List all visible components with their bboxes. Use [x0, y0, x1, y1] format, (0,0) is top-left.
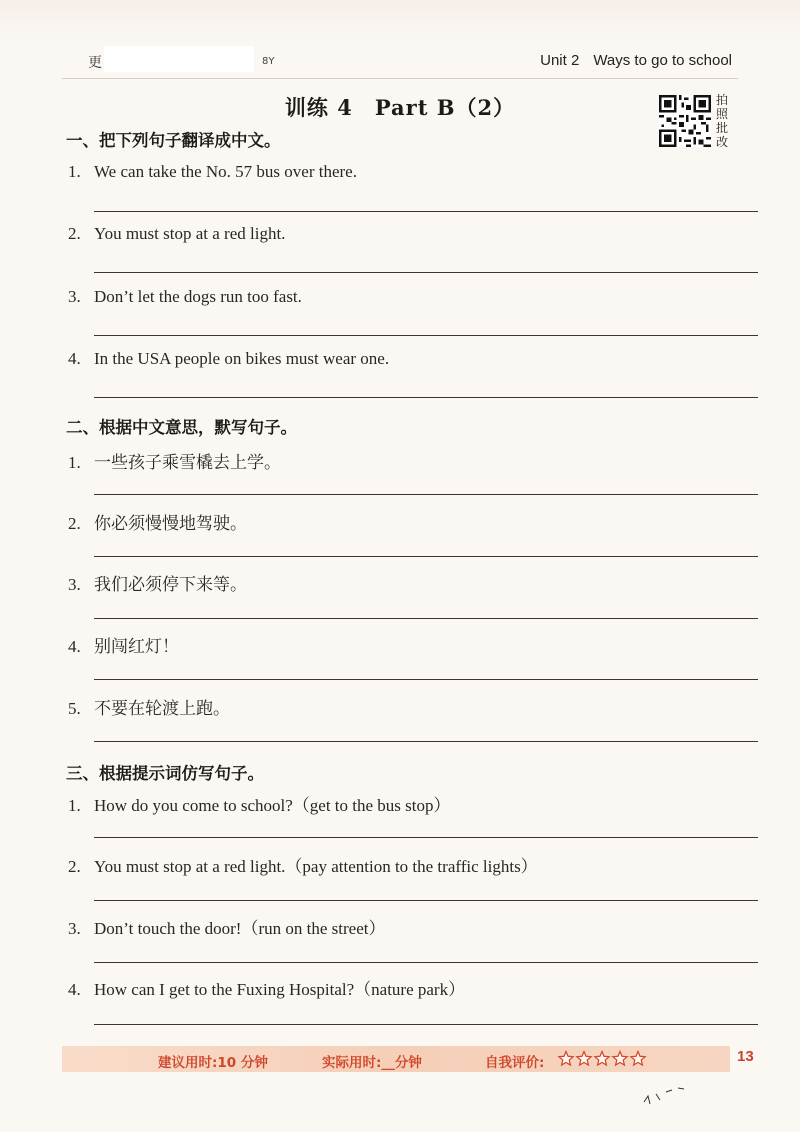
question-item	[68, 975, 748, 1035]
question-item	[68, 694, 748, 754]
section-1-heading: 一、把下列句子翻译成中文。	[66, 131, 281, 150]
question-item	[68, 287, 748, 347]
star-icon[interactable]	[559, 1052, 573, 1066]
qr-caption-char: 照	[716, 107, 729, 121]
qr-caption	[716, 93, 732, 149]
answer-line[interactable]	[94, 837, 758, 838]
answer-line[interactable]	[94, 397, 758, 398]
question-text: How do you come to school?（get to the bus stop）	[94, 796, 451, 815]
question-text: 你必须慢慢地驾驶。	[94, 514, 247, 533]
answer-line[interactable]	[94, 962, 758, 963]
question-number: 4.	[68, 637, 81, 656]
suggested-time: 建议用时:10 分钟	[158, 1055, 268, 1071]
question-number: 2.	[68, 857, 81, 876]
question-number: 1.	[68, 162, 81, 181]
section-2-heading: 二、根据中文意思，默写句子。	[66, 418, 297, 437]
question-item	[68, 162, 748, 222]
actual-time: 实际用时:__分钟	[322, 1055, 422, 1071]
pen-scribble	[640, 1080, 700, 1110]
question-item	[68, 448, 748, 508]
question-number: 2.	[68, 224, 81, 243]
answer-line[interactable]	[94, 494, 758, 495]
answer-line[interactable]	[94, 211, 758, 212]
question-text: In the USA people on bikes must wear one.	[94, 349, 390, 368]
self-evaluation-label: 自我评价:	[485, 1055, 545, 1071]
answer-line[interactable]	[94, 556, 758, 557]
unit-label: Unit 2	[540, 52, 580, 69]
header-redaction	[104, 46, 254, 72]
question-text: Don’t let the dogs run too fast.	[94, 287, 302, 306]
star-icon[interactable]	[631, 1052, 645, 1066]
question-number: 3.	[68, 287, 81, 306]
question-item	[68, 349, 748, 409]
question-number: 4.	[68, 349, 81, 368]
answer-line[interactable]	[94, 335, 758, 336]
unit-title: Ways to go to school	[593, 52, 732, 69]
question-text: 我们必须停下来等。	[94, 575, 247, 594]
answer-line[interactable]	[94, 679, 758, 680]
header-left-char: 更	[88, 55, 102, 71]
question-number: 5.	[68, 699, 81, 718]
star-icon[interactable]	[613, 1052, 627, 1066]
lesson-label: 训练 4	[284, 95, 353, 120]
qr-caption-char: 拍	[716, 93, 729, 107]
question-text: 不要在轮渡上跑。	[94, 699, 230, 718]
star-icon[interactable]	[577, 1052, 591, 1066]
question-text: You must stop at a red light.	[94, 224, 286, 243]
header-code: 8Y	[262, 56, 275, 67]
star-icon[interactable]	[595, 1052, 609, 1066]
question-item	[68, 914, 748, 974]
top-band	[0, 0, 800, 44]
qr-caption-char: 批	[716, 121, 729, 135]
section-3-heading: 三、根据提示词仿写句子。	[66, 764, 264, 783]
question-item	[68, 632, 748, 692]
answer-line[interactable]	[94, 900, 758, 901]
answer-line[interactable]	[94, 1024, 758, 1025]
question-number: 1.	[68, 453, 81, 472]
question-number: 3.	[68, 919, 81, 938]
question-number: 2.	[68, 514, 81, 533]
question-item	[68, 509, 748, 569]
question-text: Don’t touch the door!（run on the street）	[94, 919, 386, 938]
question-number: 3.	[68, 575, 81, 594]
question-item	[68, 852, 748, 912]
question-text: How can I get to the Fuxing Hospital?（nature park）	[94, 980, 466, 999]
answer-line[interactable]	[94, 272, 758, 273]
question-number: 1.	[68, 796, 81, 815]
rating-stars[interactable]	[557, 1050, 649, 1068]
question-text: We can take the No. 57 bus over there.	[94, 162, 357, 181]
question-number: 4.	[68, 980, 81, 999]
question-text: 一些孩子乘雪橇去上学。	[94, 453, 281, 472]
answer-line[interactable]	[94, 618, 758, 619]
qr-code-icon[interactable]	[659, 95, 711, 147]
header-unit	[540, 52, 732, 69]
question-item	[68, 570, 748, 630]
header-divider	[62, 78, 738, 79]
question-text: 别闯红灯！	[94, 637, 179, 656]
question-item	[68, 224, 748, 284]
answer-line[interactable]	[94, 741, 758, 742]
question-text: You must stop at a red light.（pay attention to the traffic lights）	[94, 857, 538, 876]
page-number: 13	[737, 1048, 754, 1065]
part-label: Part B（2）	[374, 95, 516, 120]
question-item	[68, 791, 748, 851]
qr-caption-char: 改	[716, 135, 729, 149]
